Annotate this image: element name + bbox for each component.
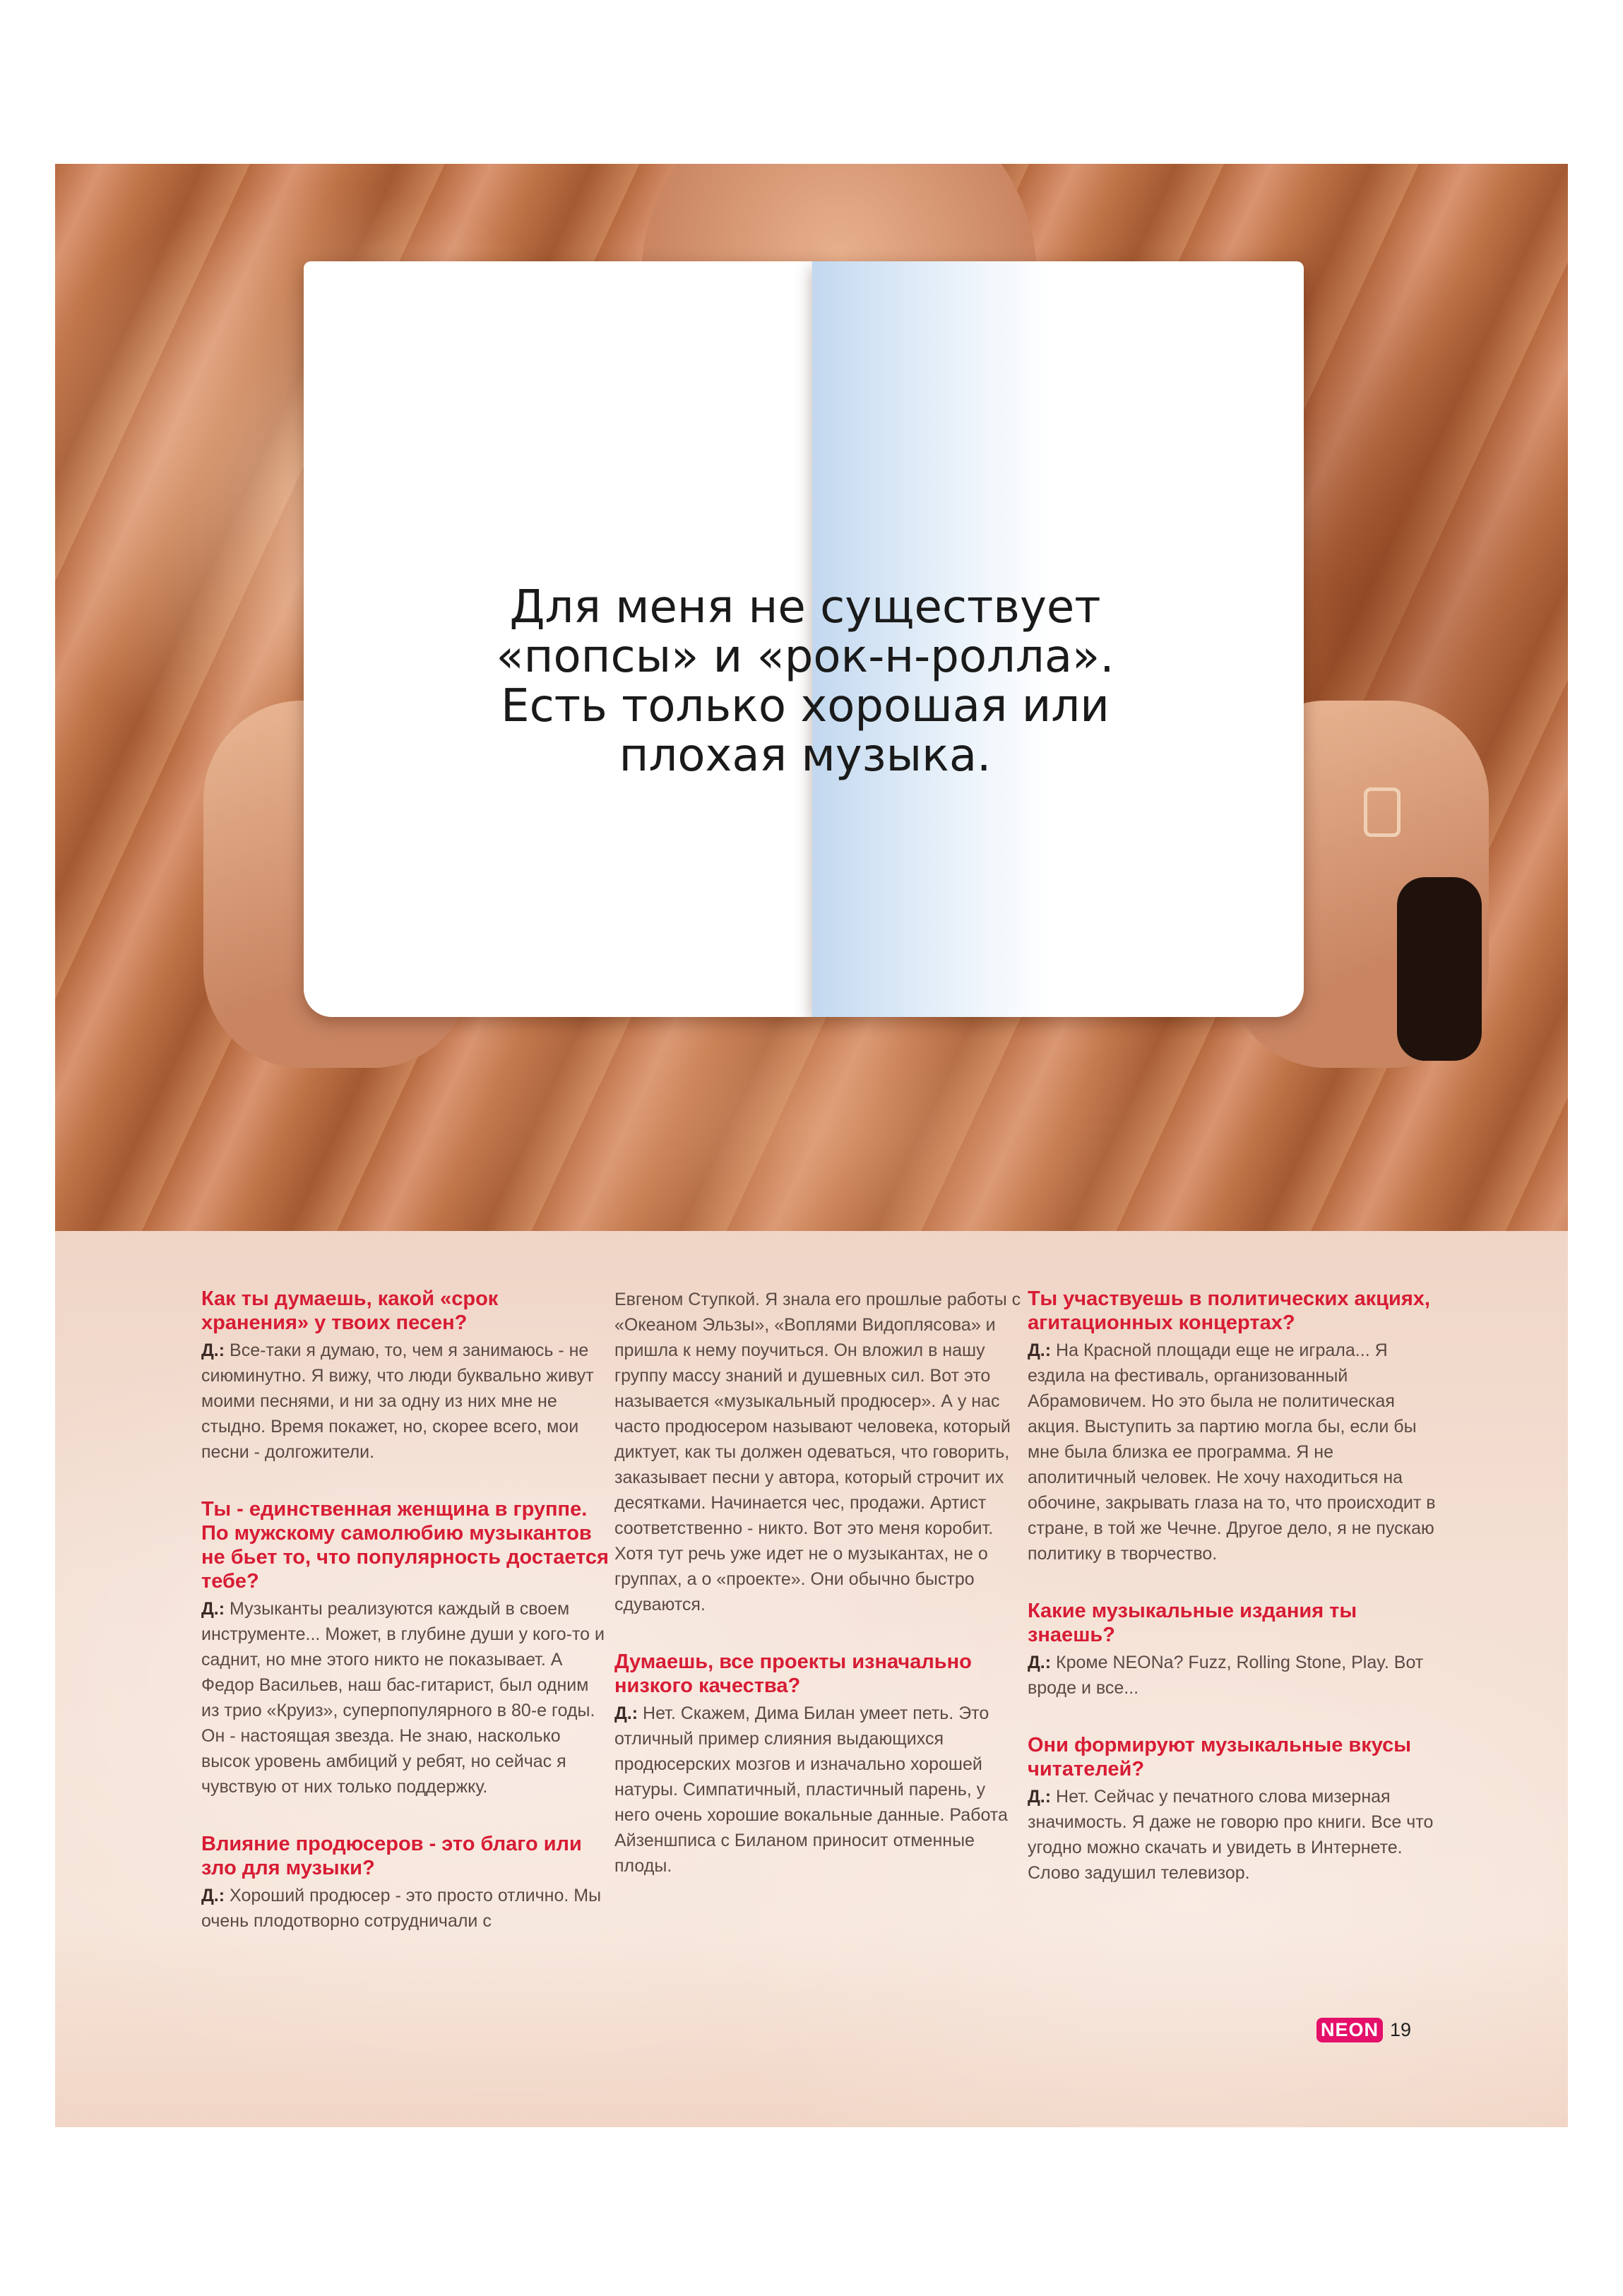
- magazine-page: [55, 164, 1568, 2127]
- cover-photo: [55, 164, 1568, 1231]
- question-heading: Ты - единственная женщина в группе. По мужскому самолюбию музыкантов не бьет то, что популярность достается тебе?: [201, 1498, 609, 1593]
- answer-text: Д.: Нет. Скажем, Дима Билан умеет петь. Это отличный пример слияния выдающихся продюсерских мозгов и изначально хорошей натуры. Симпатичный, пластичный парень, у него очень хорошие вокальные данные. Работа Айзеншписа с Биланом приносит отменные плоды.: [614, 1703, 1008, 1876]
- article-column-2: [614, 1287, 1024, 1911]
- article-column-3: [1028, 1287, 1437, 1918]
- answer-text: Д.: Нет. Сейчас у печатного слова мизерная значимость. Я даже не говорю про книги. Все что угодно можно скачать и увидеть в Интернете. Слово задушил телевизор.: [1028, 1787, 1434, 1883]
- question-heading: Думаешь, все проекты изначально низкого качества?: [614, 1650, 972, 1697]
- answer-text: Д.: Хороший продюсер - это просто отлично. Мы очень плодотворно сотрудничали с: [201, 1886, 602, 1931]
- question-heading: Как ты думаешь, какой «срок хранения» у твоих песен?: [201, 1287, 499, 1334]
- article-column-1: [201, 1287, 611, 1966]
- pull-quote: Для меня не существует «попсы» и «рок-н-ролла». Есть только хорошая или плохая музыка.: [496, 581, 1114, 782]
- question-heading: Какие музыкальные издания ты знаешь?: [1028, 1600, 1357, 1646]
- question-heading: Они формируют музыкальные вкусы читателей?: [1028, 1734, 1412, 1780]
- answer-text: Д.: Кроме NEONа? Fuzz, Rolling Stone, Play. Вот вроде и все...: [1028, 1653, 1424, 1698]
- question-heading: Ты участвуешь в политических акциях, агитационных концертах?: [1028, 1287, 1430, 1334]
- open-magazine: [304, 261, 1304, 1017]
- page-number: 19: [1390, 2019, 1412, 2040]
- wristband-image: [1397, 877, 1482, 1061]
- answer-text: Евгеном Ступкой. Я знала его прошлые работы с «Океаном Эльзы», «Воплями Видоплясова» и пришла к нему поучиться. Он вложил в нашу группу массу знаний и душевных сил. Вот это называется «музыкальный продюсер». А у нас часто продюсером называют человека, который диктует, как ты должен одеваться, что говорить, заказывает песни у автора, который строчит их десятками. Начинается чес, продажи. Артист соответственно - никто. Вот это меня коробит. Хотя тут речь уже идет не о музыкантах, не о группах, а о «проекте». Они обычно быстро сдуваются.: [614, 1290, 1021, 1614]
- neon-logo: NEON: [1316, 2018, 1383, 2042]
- page-footer: [1316, 2018, 1411, 2042]
- answer-text: Д.: Все-таки я думаю, то, чем я занимаюсь - не сиюминутно. Я вижу, что люди буквально живут моими песнями, и ни за одну из них мне не стыдно. Время покажет, но, скорее всего, мои песни - долгожители.: [201, 1340, 594, 1462]
- answer-text: Д.: Музыканты реализуются каждый в своем инструменте... Может, в глубине души у кого-то и саднит, но мне этого никто не показывает. А Федор Васильев, наш бас-гитарист, был одним из трио «Круиз», суперпопулярного в 80-е годы. Он - настоящая звезда. Не знаю, насколько высок уровень амбиций у ребят, но сейчас я чувствую от них только поддержку.: [201, 1599, 605, 1797]
- answer-text: Д.: На Красной площади еще не играла... Я ездила на фестиваль, организованный Абрамовичем. Но это была не политическая акция. Выступить за партию могла бы, если бы мне была близка ее программа. Я не аполитичный человек. Не хочу находиться на обочине, закрывать глаза на то, что происходит в стране, в той же Чечне. Другое дело, я не пускаю политику в творчество.: [1028, 1340, 1436, 1564]
- question-heading: Влияние продюсеров - это благо или зло для музыки?: [201, 1833, 582, 1879]
- ring-image: [1364, 787, 1401, 837]
